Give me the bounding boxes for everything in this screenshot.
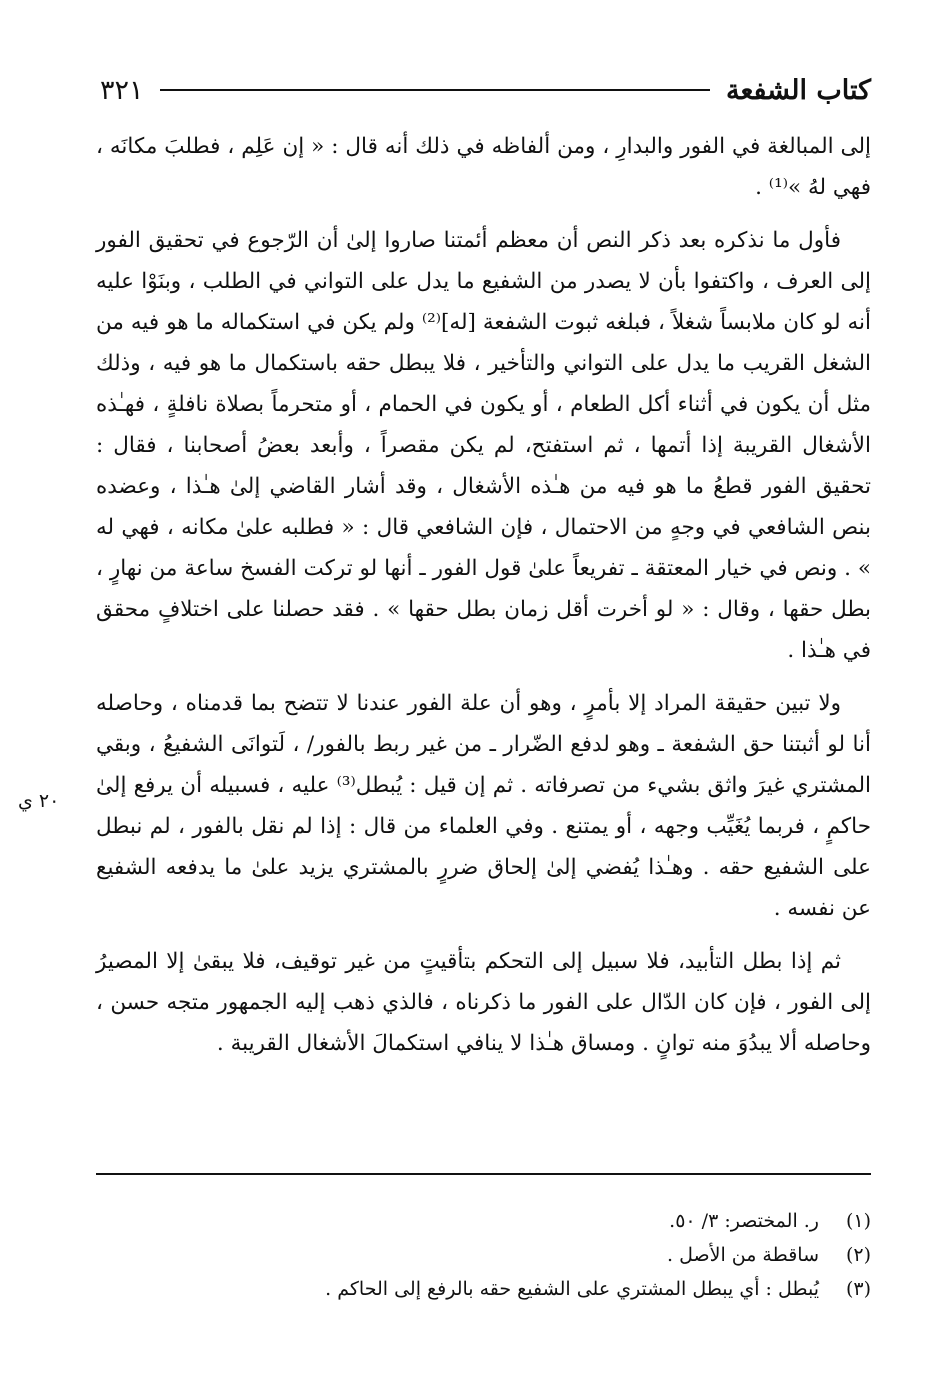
footnote-divider: [96, 1173, 871, 1175]
footnote-number: (٣): [845, 1278, 871, 1300]
chapter-title: كتاب الشفعة: [725, 74, 871, 106]
footnote-number: (١): [845, 1210, 871, 1232]
paragraph: ثم إذا بطل التأبيد، فلا سبيل إلى التحكم بتأقيتٍ من غير توقيف، فلا يبقىٰ إلا المصيرُ إلى الفور ، فإن كان الدّال على الفور ما ذكرناه ، فالذي ذهب إليه الجمهور متجه حسن ، وحاصله ألا يبدُوَ منه توانٍ . ومساق هـٰذا لا ينافي استكمالَ الأشغال القريبة .: [96, 949, 871, 1056]
footnote: [96, 1238, 871, 1272]
footnote: [96, 1204, 871, 1238]
paragraph: فأول ما نذكره بعد ذكر النص أن معظم أئمتنا صاروا إلىٰ أن الرّجوع في تحقيق الفور إلى العرف ، واكتفوا بأن لا يصدر من الشفيع ما يدل على التواني في الطلب ، وبنَوْا عليه أنه لو كان ملابساً شغلاً ، فبلغه ثبوت الشفعة [له]⁽²⁾ ولم يكن في استكماله ما هو فيه من الشغل القريب ما يدل على التواني والتأخير ، فلا يبطل حقه باستكمال ما هو فيه ، وذلك مثل أن يكون في أثناء أكل الطعام ، أو يكون في الحمام ، أو متحرماً بصلاة نافلةٍ ، فهـٰذه الأشغال القريبة إذا أتمها ، ثم استفتح، لم يكن مقصراً ، وأبعد بعضُ أصحابنا ، فقال : تحقيق الفور قطعُ ما هو فيه من هـٰذه الأشغال ، وقد أشار القاضي إلىٰ هـٰذا ، وعضده بنص الشافعي في وجهٍ من الاحتمال ، فإن الشافعي قال : « فطلبه علىٰ مكانه ، فهي له » . ونص في خيار المعتقة ـ تفريعاً علىٰ قول الفور ـ أنها لو تركت الفسخ ساعة من نهارٍ ، بطل حقها ، وقال : « لو أخرت أقل زمان بطل حقها » . فقد حصلنا على اختلافٍ محقق في هـٰذا .: [96, 228, 871, 663]
footnote-text: ساقطة من الأصل .: [667, 1244, 819, 1266]
main-text: [96, 126, 871, 1076]
paragraph: إلى المبالغة في الفور والبدارِ ، ومن ألفاظه في ذلك أنه قال : « إن عَلِم ، فطلبَ مكانَه ، فهي لهُ »⁽¹⁾ .: [96, 134, 871, 200]
marginal-folio-note: ٢٠ ي: [18, 790, 60, 812]
footnote-text: ر. المختصر: ٣/ ٥٠.: [669, 1210, 819, 1232]
footnotes: [96, 1204, 871, 1306]
header-rule: [160, 89, 710, 91]
paragraph: ولا تبين حقيقة المراد إلا بأمرٍ ، وهو أن علة الفور عندنا لا تتضح بما قدمناه ، وحاصله أنا لو أثبتنا حق الشفعة ـ وهو لدفع الضّرار ـ من غير ربط بالفور/ ، لَتوانَى الشفيعُ ، وبقي المشتري غيرَ واثق بشيء من تصرفاته . ثم إن قيل : يُبطل⁽³⁾ عليه ، فسبيله أن يرفع إلىٰ حاكمٍ ، فربما يُغَيِّب وجهه ، أو يمتنع . وفي العلماء من قال : إذا لم نقل بالفور ، لم نبطل على الشفيع حقه . وهـٰذا يُفضي إلىٰ إلحاق ضررٍ بالمشتري يزيد علىٰ ما يدفعه الشفيع عن نفسه .: [96, 691, 871, 921]
running-header: [100, 68, 871, 112]
page-number: ٣٢١: [100, 74, 144, 106]
footnote-text: يُبطل : أي يبطل المشتري على الشفيع حقه بالرفع إلى الحاكم .: [325, 1278, 819, 1300]
footnote: [96, 1272, 871, 1306]
footnote-number: (٢): [845, 1244, 871, 1266]
